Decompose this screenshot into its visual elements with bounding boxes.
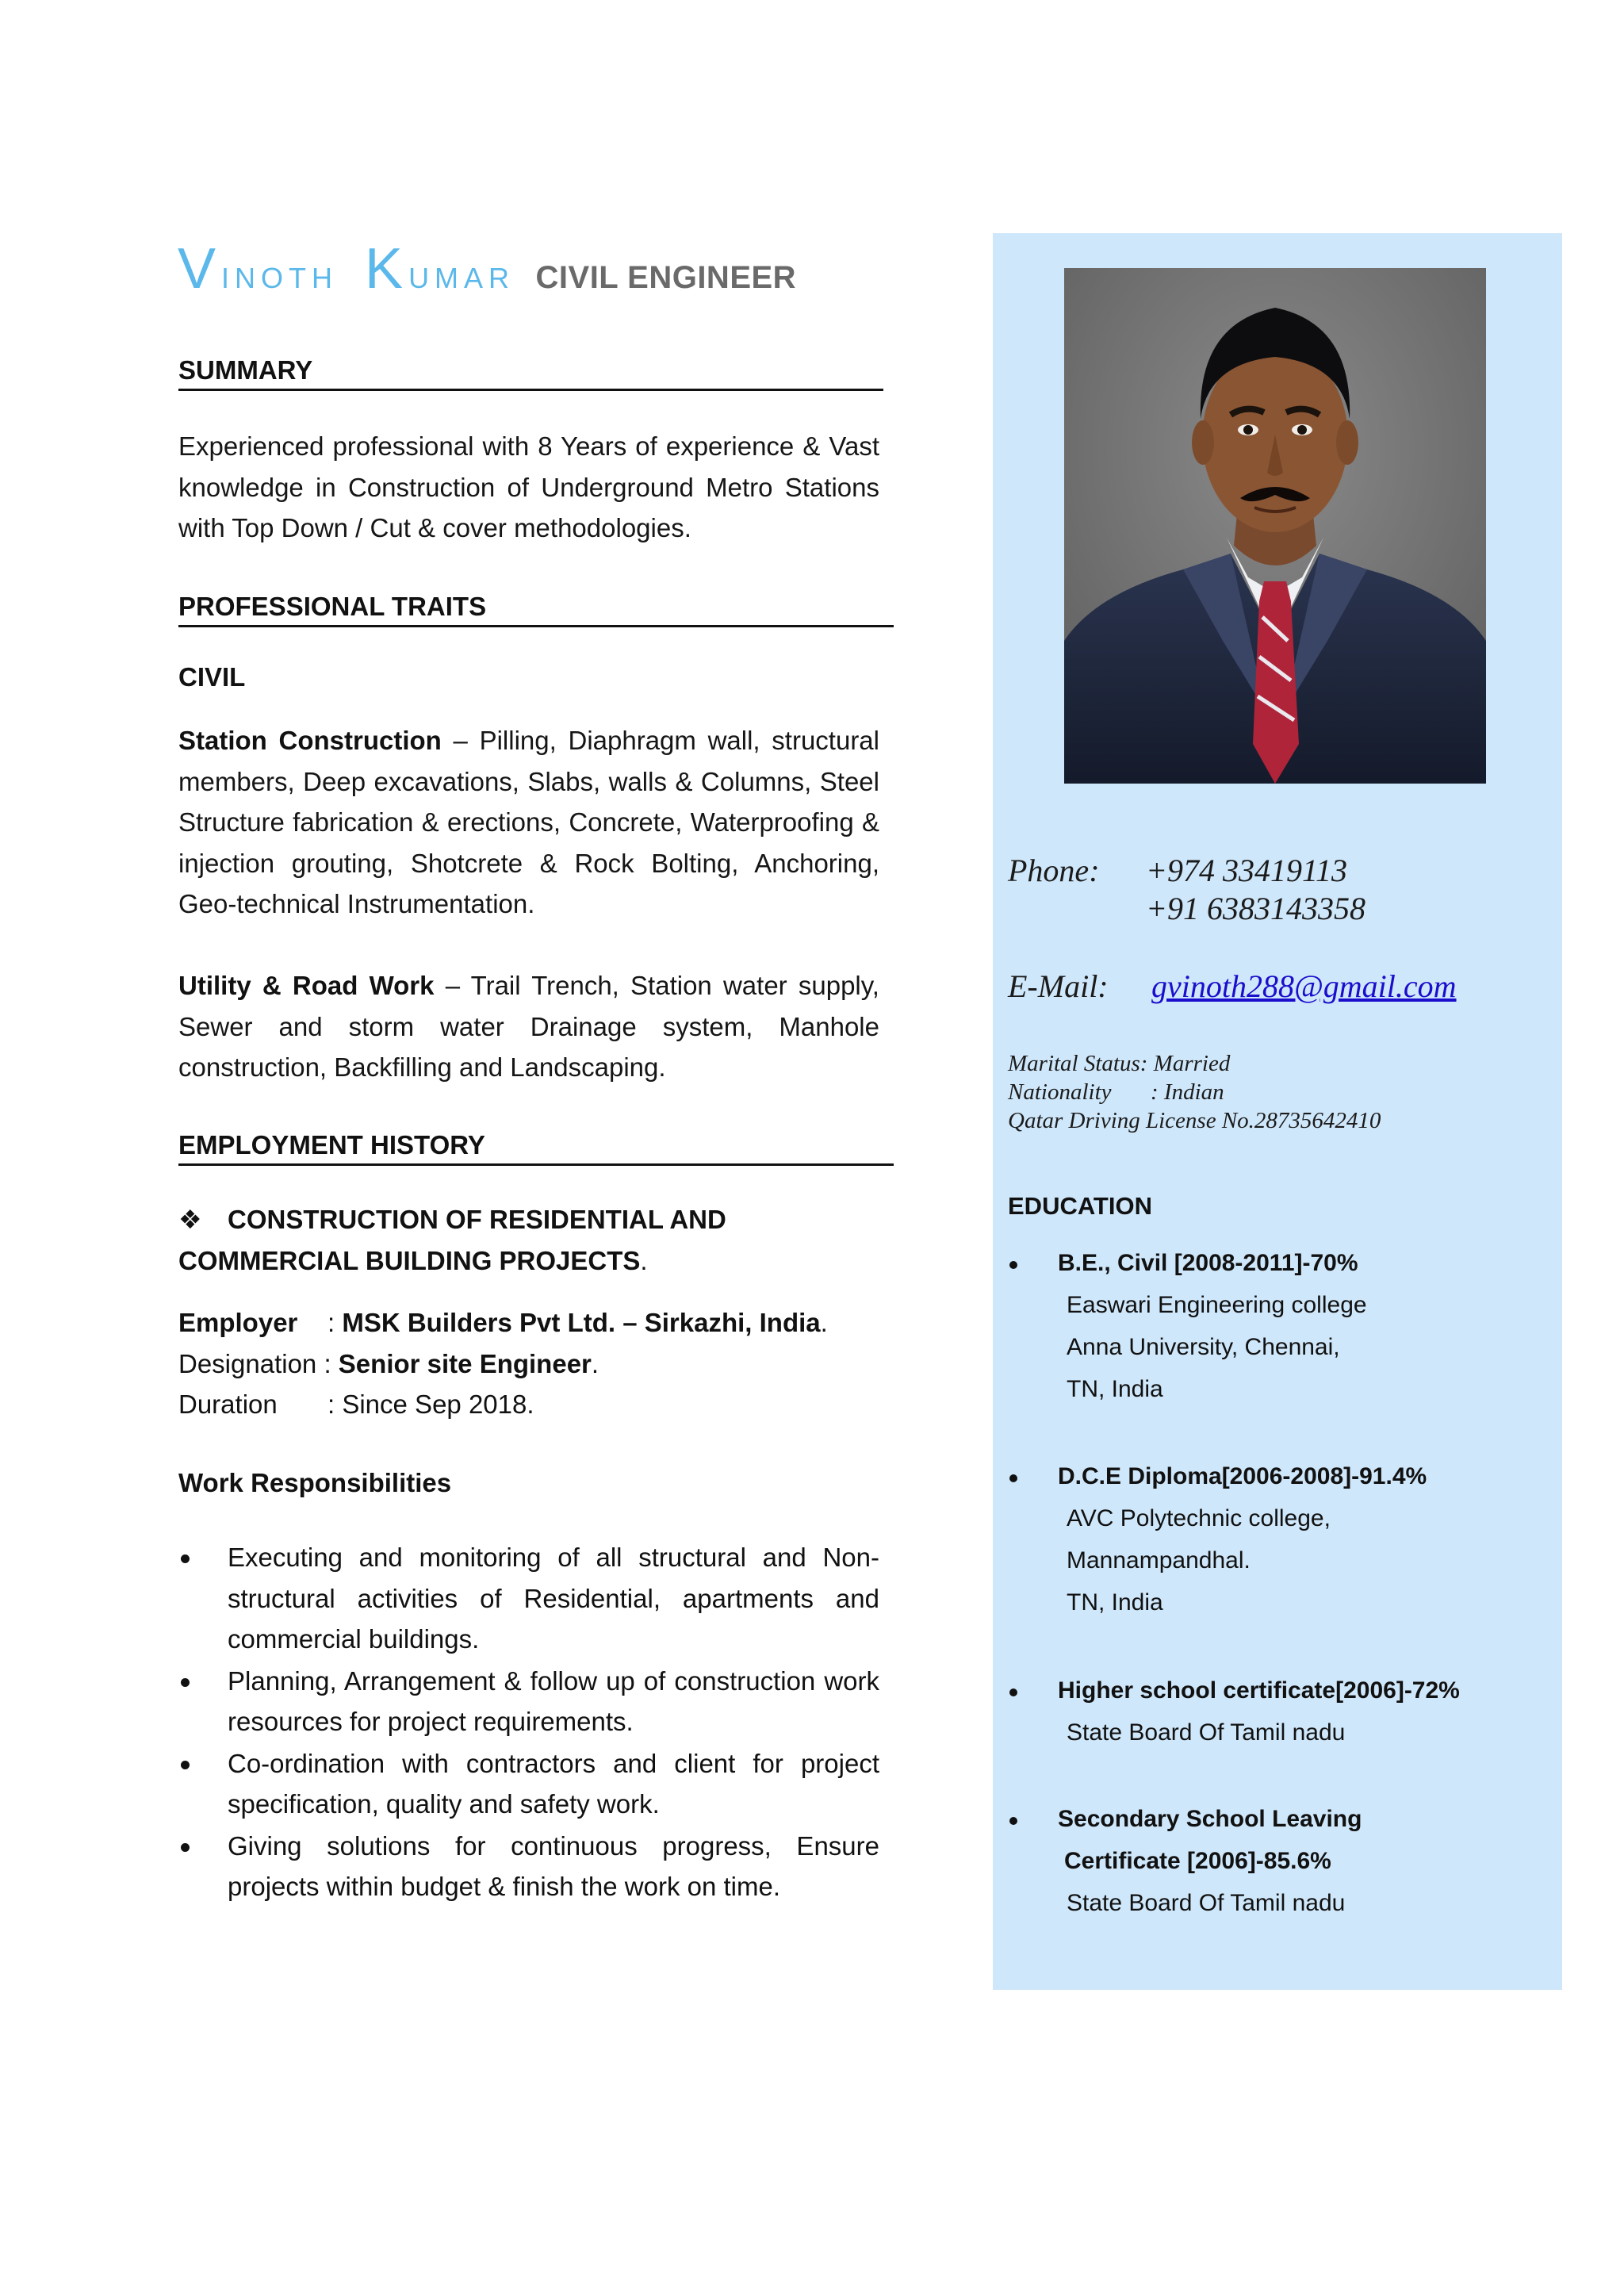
- profile-photo: [1064, 268, 1486, 784]
- phone-label: Phone:: [1008, 853, 1100, 888]
- traits-heading: PROFESSIONAL TRAITS: [178, 592, 894, 627]
- employment-details: [178, 1302, 828, 1425]
- summary-text: Experienced professional with 8 Years of experience & Vast knowledge in Construction of Underground Metro Stations with Top Down / Cut & cover methodologies.: [178, 431, 879, 542]
- utility-road-work-label: Utility & Road Work: [178, 971, 435, 1000]
- driving-license: Qatar Driving License No.28735642410: [1008, 1108, 1381, 1133]
- project-title: ❖ CONSTRUCTION OF RESIDENTIAL AND COMMERCIAL BUILDING PROJECTS.: [178, 1199, 892, 1281]
- phone-number-1: +974 33419113: [1146, 853, 1348, 888]
- bullet-icon: [1009, 1261, 1017, 1269]
- phone-block: [1008, 852, 1365, 928]
- person-name: Vinoth Kumar: [178, 237, 515, 301]
- designation-value: Senior site Engineer: [338, 1348, 592, 1378]
- diamond-bullet-icon: ❖: [178, 1205, 202, 1234]
- work-responsibilities-heading: Work Responsibilities: [178, 1468, 452, 1497]
- nationality-value: : Indian: [1151, 1079, 1224, 1105]
- list-item: Planning, Arrangement & follow up of construction work resources for project requirements.: [178, 1661, 879, 1742]
- list-item: Executing and monitoring of all structural and Non-structural activities of Residential, apartments and commercial buildings.: [178, 1537, 879, 1660]
- responsibilities-list: [178, 1537, 879, 1908]
- personal-details: Marital Status: Married Nationality : Indian Qatar Driving License No.28735642410: [1008, 1051, 1381, 1133]
- bullet-icon: [181, 1761, 190, 1769]
- email-link[interactable]: gvinoth288@gmail.com: [1151, 968, 1457, 1004]
- summary-heading: SUMMARY: [178, 355, 883, 391]
- email-block: [1008, 968, 1457, 1005]
- education-item-dce: D.C.E Diploma[2006-2008]-91.4% AVC Polytechnic college, Mannampandhal. TN, India: [1008, 1455, 1427, 1623]
- bullet-icon: [1009, 1817, 1017, 1825]
- job-title: CIVIL ENGINEER: [535, 260, 797, 295]
- bullet-icon: [181, 1678, 190, 1687]
- resume-header: [178, 236, 796, 301]
- employer-row: Employer : MSK Builders Pvt Ltd. – Sirkazhi, India.: [178, 1308, 828, 1337]
- education-item-be: B.E., Civil [2008-2011]-70% Easwari Engineering college Anna University, Chennai, TN, India: [1008, 1242, 1367, 1410]
- bullet-icon: [1009, 1474, 1017, 1482]
- duration-row: Duration : Since Sep 2018.: [178, 1389, 534, 1419]
- education-item-hsc: Higher school certificate[2006]-72% State Board Of Tamil nadu: [1008, 1669, 1460, 1754]
- bullet-icon: [181, 1554, 190, 1563]
- phone-number-2: +91 6383143358: [1146, 891, 1365, 926]
- list-item: Giving solutions for continuous progress, Ensure projects within budget & finish the work on time.: [178, 1826, 879, 1907]
- employer-name: MSK Builders Pvt Ltd. – Sirkazhi, India: [342, 1308, 821, 1337]
- email-label: E-Mail:: [1008, 968, 1109, 1004]
- marital-status: Marital Status: Married: [1008, 1051, 1231, 1076]
- education-item-sslc: Secondary School Leaving Certificate [2006]-85.6% State Board Of Tamil nadu: [1008, 1798, 1362, 1924]
- station-construction-text: Station Construction – Pilling, Diaphragm wall, structural members, Deep excavations, Slabs, walls & Columns, Steel Structure fabrication & erections, Concrete, Waterproofing & injection grouting, Shotcrete & Rock Bolting, Anchoring, Geo-technical Instrumentation.: [178, 726, 879, 918]
- bullet-icon: [1009, 1688, 1017, 1696]
- utility-road-work-text: Utility & Road Work – Trail Trench, Station water supply, Sewer and storm water Drainage system, Manhole construction, Backfilling and Landscaping.: [178, 971, 879, 1082]
- list-item: Co-ordination with contractors and client for project specification, quality and safety work.: [178, 1743, 879, 1825]
- designation-row: Designation : Senior site Engineer.: [178, 1348, 599, 1378]
- bullet-icon: [181, 1843, 190, 1852]
- station-construction-label: Station Construction: [178, 726, 442, 755]
- civil-subheading: CIVIL: [178, 662, 246, 692]
- education-heading: EDUCATION: [1008, 1192, 1152, 1220]
- employment-heading: EMPLOYMENT HISTORY: [178, 1130, 894, 1166]
